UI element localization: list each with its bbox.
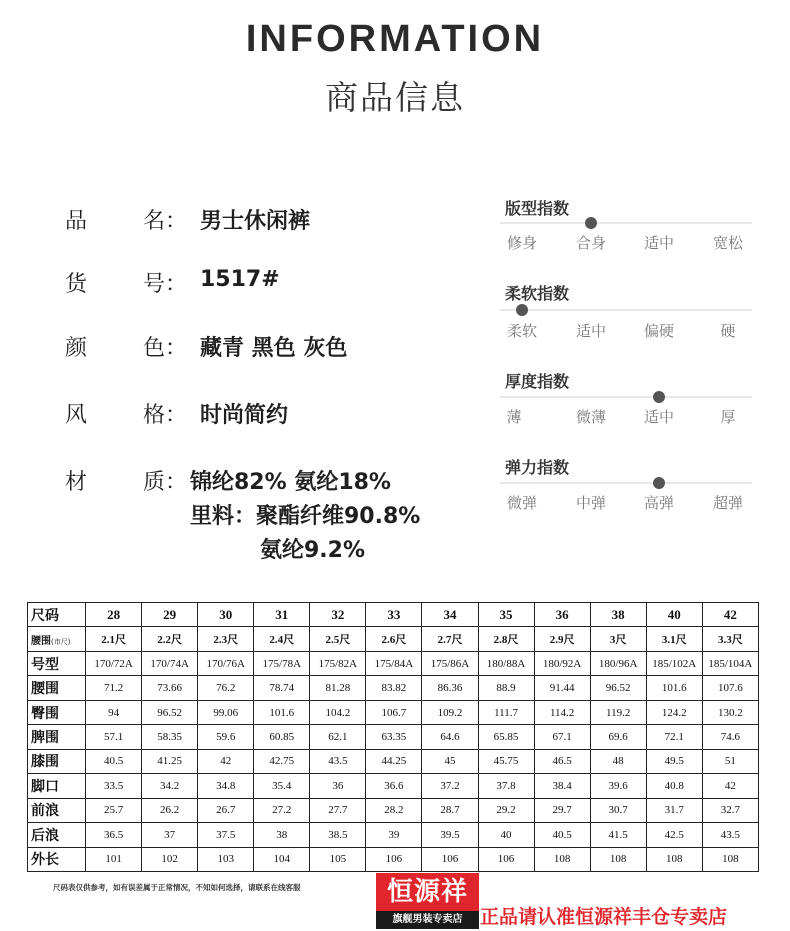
table-cell: 109.2 [422,700,478,724]
table-cell: 45.75 [478,749,534,773]
table-cell: 34 [422,603,478,627]
table-cell: 34.2 [142,774,198,798]
table-cell: 37.2 [422,774,478,798]
table-cell: 175/78A [254,651,310,675]
table-cell: 108 [534,847,590,871]
title-en: INFORMATION [245,18,545,60]
info-label-char: 名： [143,209,188,234]
table-cell: 180/92A [534,651,590,675]
table-cell: 34.8 [198,774,254,798]
table-cell: 48 [590,749,646,773]
table-cell: 31 [254,603,310,627]
table-cell: 38.4 [534,774,590,798]
info-label-char: 风 [65,403,88,428]
brand-subtitle: 旗舰男装专卖店 [376,911,479,929]
table-cell: 2.3尺 [198,627,254,651]
index-option: 适中 [643,234,674,252]
table-cell: 62.1 [310,725,366,749]
table-cell: 32 [310,603,366,627]
table-row [28,676,759,700]
table-cell: 88.9 [478,676,534,700]
table-cell: 40 [478,823,534,847]
table-cell: 106 [366,847,422,871]
row-header [28,700,86,724]
row-header-unit: (市尺) [51,637,71,646]
table-cell: 175/86A [422,651,478,675]
table-cell: 170/74A [142,651,198,675]
index-option: 适中 [575,322,606,340]
row-header-label: 臀围 [31,705,59,722]
index-title-thickness: 厚度指数 [505,372,570,391]
footer-slogan: 正品请认准恒源祥丰仓专卖店 [480,906,728,928]
index-option: 超弹 [712,494,743,512]
table-cell: 38.5 [310,823,366,847]
info-material-lining: 里料：聚酯纤维90.8% [190,504,421,529]
info-value-code: 1517# [200,267,280,292]
table-row [28,823,759,847]
index-option: 高弹 [643,494,674,512]
table-cell: 108 [702,847,758,871]
table-cell: 71.2 [86,676,142,700]
table-cell: 73.66 [142,676,198,700]
index-marker-fit [585,217,597,229]
table-cell: 104 [254,847,310,871]
table-cell: 119.2 [590,700,646,724]
table-cell: 101 [86,847,142,871]
info-label-char: 质： [143,470,188,495]
table-cell: 99.06 [198,700,254,724]
table-cell: 38 [254,823,310,847]
table-cell: 40.5 [86,749,142,773]
table-cell: 35 [478,603,534,627]
table-cell: 94 [86,700,142,724]
table-cell: 28.7 [422,798,478,822]
table-cell: 33 [366,603,422,627]
table-cell: 41.25 [142,749,198,773]
row-header-label: 后浪 [31,827,59,844]
table-cell: 37.8 [478,774,534,798]
table-cell: 26.2 [142,798,198,822]
table-row [28,798,759,822]
table-cell: 3.1尺 [646,627,702,651]
table-cell: 103 [198,847,254,871]
info-value-style: 时尚简约 [200,403,289,428]
index-marker-thickness [653,391,665,403]
table-cell: 170/72A [86,651,142,675]
table-cell: 33.5 [86,774,142,798]
table-cell: 42 [702,774,758,798]
row-header [28,676,86,700]
table-row [28,749,759,773]
table-cell: 130.2 [702,700,758,724]
table-cell: 170/76A [198,651,254,675]
table-cell: 29 [142,603,198,627]
index-track-softness [500,309,752,311]
table-row [28,847,759,871]
table-cell: 36 [534,603,590,627]
table-cell: 40.8 [646,774,702,798]
table-cell: 69.6 [590,725,646,749]
table-row [28,651,759,675]
table-cell: 26.7 [198,798,254,822]
table-cell: 78.74 [254,676,310,700]
table-cell: 30 [198,603,254,627]
row-header-label: 脾围 [31,729,59,746]
table-cell: 185/104A [702,651,758,675]
table-cell: 86.36 [422,676,478,700]
table-cell: 39.6 [590,774,646,798]
table-cell: 74.6 [702,725,758,749]
table-cell: 175/84A [366,651,422,675]
table-cell: 64.6 [422,725,478,749]
row-header-label: 前浪 [31,803,59,820]
table-cell: 44.25 [366,749,422,773]
table-cell: 30.7 [590,798,646,822]
table-cell: 124.2 [646,700,702,724]
table-header-row [28,603,759,627]
table-cell: 65.85 [478,725,534,749]
table-cell: 40 [646,603,702,627]
row-header [28,774,86,798]
row-header [28,798,86,822]
row-header-label: 腰围 [31,681,59,698]
table-cell: 108 [590,847,646,871]
info-value-material: 锦纶82% 氨纶18% [190,470,391,495]
table-cell: 42.75 [254,749,310,773]
table-cell: 96.52 [142,700,198,724]
table-cell: 76.2 [198,676,254,700]
table-cell: 40.5 [534,823,590,847]
table-cell: 42.5 [646,823,702,847]
table-row [28,774,759,798]
info-label-char: 色： [143,336,188,361]
table-cell: 59.6 [198,725,254,749]
row-header [28,749,86,773]
table-cell: 175/82A [310,651,366,675]
info-label-char: 材 [65,470,88,495]
table-cell: 35.4 [254,774,310,798]
table-cell: 41.5 [590,823,646,847]
table-cell: 67.1 [534,725,590,749]
table-cell: 45 [422,749,478,773]
row-header [28,725,86,749]
footer-note: 尺码表仅供参考，如有误差属于正常情况，不知如何选择，请联系在线客服 [53,883,301,892]
table-cell: 185/102A [646,651,702,675]
index-option: 中弹 [575,494,606,512]
index-option: 偏硬 [643,322,674,340]
table-cell: 111.7 [478,700,534,724]
table-cell: 31.7 [646,798,702,822]
table-cell: 2.1尺 [86,627,142,651]
table-cell: 42 [702,603,758,627]
table-cell: 106 [478,847,534,871]
table-cell: 3.3尺 [702,627,758,651]
table-cell: 38 [590,603,646,627]
table-cell: 42 [198,749,254,773]
info-material-lining-2: 氨纶9.2% [260,538,366,563]
index-option: 合身 [575,234,606,252]
table-cell: 25.7 [86,798,142,822]
index-option: 硬 [720,322,736,340]
index-title-softness: 柔软指数 [505,284,570,303]
index-track-elasticity [500,482,752,484]
table-cell: 2.5尺 [310,627,366,651]
table-cell: 91.44 [534,676,590,700]
brand-name: 恒源祥 [376,873,479,911]
table-cell: 27.2 [254,798,310,822]
index-marker-softness [516,304,528,316]
table-cell: 114.2 [534,700,590,724]
table-cell: 105 [310,847,366,871]
table-cell: 107.6 [702,676,758,700]
table-cell: 2.6尺 [366,627,422,651]
table-cell: 37.5 [198,823,254,847]
size-table [27,602,759,872]
info-value-color: 藏青 黑色 灰色 [200,336,348,361]
table-cell: 36.5 [86,823,142,847]
info-label-char: 品 [65,209,88,234]
row-header-label: 尺码 [31,607,59,624]
table-cell: 2.7尺 [422,627,478,651]
table-cell: 2.2尺 [142,627,198,651]
table-cell: 46.5 [534,749,590,773]
table-cell: 49.5 [646,749,702,773]
table-cell: 106.7 [366,700,422,724]
table-row [28,700,759,724]
table-cell: 43.5 [702,823,758,847]
row-header [28,603,86,627]
table-row [28,725,759,749]
table-cell: 37 [142,823,198,847]
table-cell: 101.6 [254,700,310,724]
title-zh: 商品信息 [325,78,465,117]
table-cell: 32.7 [702,798,758,822]
table-cell: 27.7 [310,798,366,822]
table-cell: 63.35 [366,725,422,749]
table-cell: 60.85 [254,725,310,749]
info-label-char: 颜 [65,336,88,361]
table-cell: 2.4尺 [254,627,310,651]
table-cell: 102 [142,847,198,871]
table-cell: 104.2 [310,700,366,724]
table-cell: 51 [702,749,758,773]
table-cell: 58.35 [142,725,198,749]
table-cell: 81.28 [310,676,366,700]
index-option: 厚 [720,408,736,426]
info-label-char: 号： [143,272,188,297]
table-cell: 96.52 [590,676,646,700]
row-header-label: 外长 [31,852,59,869]
info-label-char: 货 [65,272,88,297]
index-option: 宽松 [712,234,743,252]
table-cell: 43.5 [310,749,366,773]
table-cell: 106 [422,847,478,871]
table-cell: 28 [86,603,142,627]
table-cell: 83.82 [366,676,422,700]
table-cell: 180/88A [478,651,534,675]
table-cell: 39 [366,823,422,847]
row-header-label: 号型 [31,656,59,673]
table-cell: 72.1 [646,725,702,749]
table-waist-row [28,627,759,651]
index-option: 适中 [643,408,674,426]
table-cell: 28.2 [366,798,422,822]
index-option: 柔软 [506,322,537,340]
table-cell: 180/96A [590,651,646,675]
table-cell: 36.6 [366,774,422,798]
info-value-name: 男士休闲裤 [200,209,311,234]
index-title-fit: 版型指数 [505,199,570,218]
row-header [28,627,86,651]
table-cell: 29.7 [534,798,590,822]
index-track-fit [500,222,752,224]
row-header [28,651,86,675]
index-option: 微薄 [575,408,606,426]
info-label-char: 格： [143,403,188,428]
row-header-label: 膝围 [31,754,59,771]
row-header [28,847,86,871]
index-option: 薄 [506,408,522,426]
index-option: 修身 [506,234,537,252]
table-cell: 36 [310,774,366,798]
brand-logo [376,873,479,931]
index-track-thickness [500,396,752,398]
row-header-label: 脚口 [31,778,59,795]
table-cell: 2.9尺 [534,627,590,651]
index-title-elasticity: 弹力指数 [505,458,570,477]
table-cell: 3尺 [590,627,646,651]
index-marker-elasticity [653,477,665,489]
table-cell: 39.5 [422,823,478,847]
table-cell: 57.1 [86,725,142,749]
row-header-label: 腰围 [31,635,51,647]
row-header [28,823,86,847]
table-cell: 108 [646,847,702,871]
table-cell: 29.2 [478,798,534,822]
table-cell: 2.8尺 [478,627,534,651]
table-cell: 101.6 [646,676,702,700]
index-option: 微弹 [506,494,537,512]
